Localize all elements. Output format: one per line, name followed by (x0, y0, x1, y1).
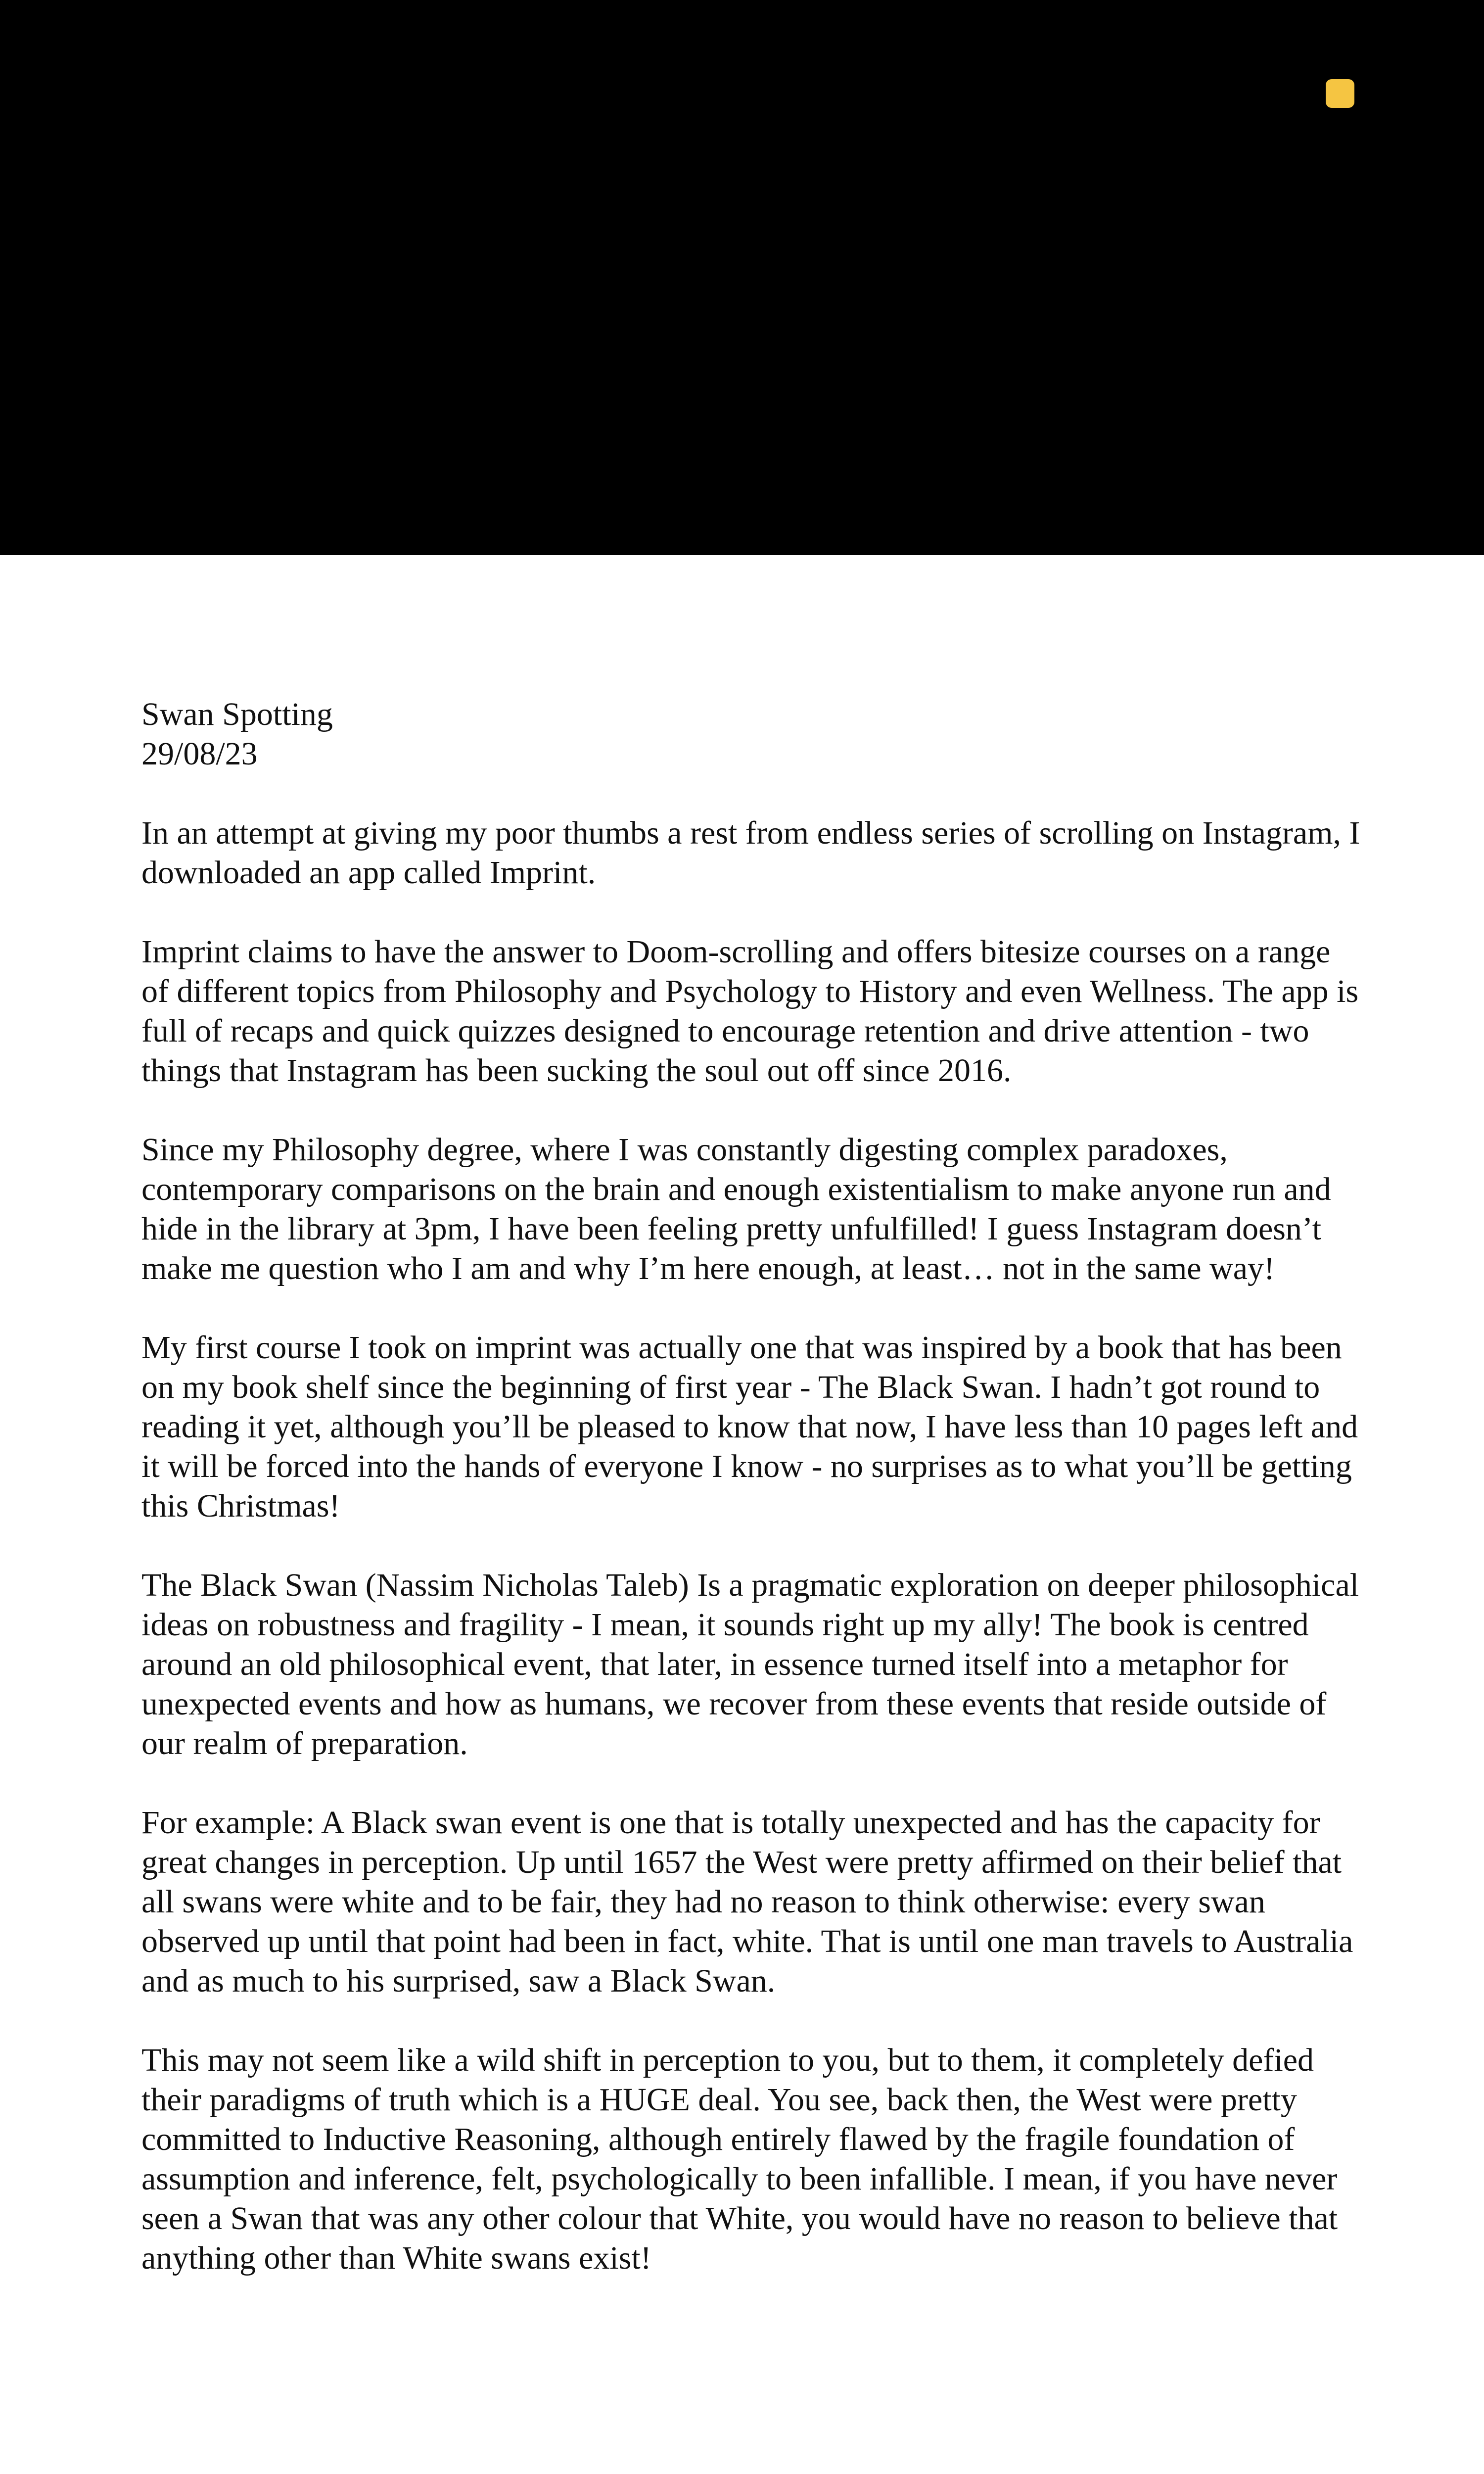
status-indicator-dot (1326, 79, 1354, 108)
document-page (0, 555, 1484, 2474)
paragraph: Since my Philosophy degree, where I was constantly digesting complex paradoxes, contemporary comparisons on the brain and enough existentialism to make anyone run and hide in the library at 3pm, I have been feeling pretty unfulfilled! I guess Instagram doesn’t make me question who I am and why I’m here enough, at least… not in the same way! (141, 1132, 1331, 1286)
paragraph: My first course I took on imprint was actually one that was inspired by a book that has been on my book shelf since the beginning of first year - The Black Swan. I hadn’t got round to reading it yet, although you’ll be pleased to know that now, I have less than 10 pages left and it will be forced into the hands of everyone I know - no surprises as to what you’ll be getting this Christmas! (141, 1330, 1358, 1524)
paragraph: For example: A Black swan event is one that is totally unexpected and has the capacity for great changes in perception. Up until 1657 the West were pretty affirmed on their belief that all swans were white and to be fair, they had no reason to think otherwise: every swan observed up until that point had been in fact, white. That is until one man travels to Australia and as much to his surprised, saw a Black Swan. (141, 1805, 1353, 1999)
paragraph: The Black Swan (Nassim Nicholas Taleb) Is a pragmatic exploration on deeper philosophical ideas on robustness and fragility - I mean, it sounds right up my ally! The book is centred around an old philosophical event, that later, in essence turned itself into a metaphor for unexpected events and how as humans, we recover from these events that reside outside of our realm of preparation. (141, 1567, 1359, 1761)
document-content (141, 695, 1363, 2318)
document-date: 29/08/23 (141, 736, 258, 772)
paragraph: This may not seem like a wild shift in perception to you, but to them, it completely defied their paradigms of truth which is a HUGE deal. You see, back then, the West were pretty committed to Inductive Reasoning, although entirely flawed by the fragile foundation of assumption and inference, felt, psychologically to been infallible. I mean, if you have never seen a Swan that was any other colour that White, you would have no reason to believe that anything other than White swans exist! (141, 2042, 1338, 2276)
paragraph: Imprint claims to have the answer to Doom-scrolling and offers bitesize courses on a range of different topics from Philosophy and Psychology to History and even Wellness. The app is full of recaps and quick quizzes designed to encourage retention and drive attention - two things that Instagram has been sucking the soul out off since 2016. (141, 934, 1359, 1089)
document-title: Swan Spotting (141, 696, 333, 732)
paragraph: In an attempt at giving my poor thumbs a rest from endless series of scrolling on Instagram, I downloaded an app called Imprint. (141, 815, 1360, 891)
